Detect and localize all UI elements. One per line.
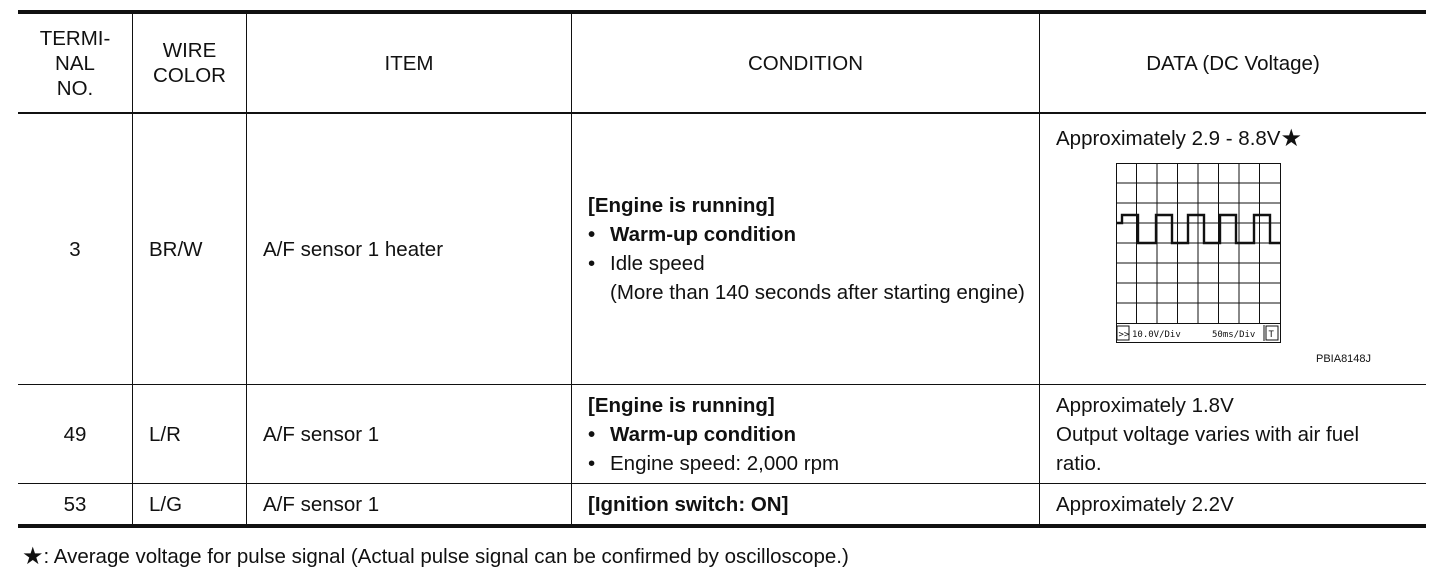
header-condition: CONDITION — [572, 14, 1040, 112]
item-name: A/F sensor 1 — [247, 484, 572, 524]
star-icon: ★ — [1280, 125, 1302, 152]
header-data: DATA (DC Voltage) — [1146, 51, 1320, 75]
condition-bullet: • Warm-up condition — [588, 220, 1039, 249]
table-row — [18, 484, 1426, 524]
data-value: Approximately 2.2V — [1056, 492, 1234, 516]
scope-footer — [1117, 325, 1278, 341]
star-icon: ★ — [22, 543, 44, 570]
condition-bullet: • Idle speed — [588, 249, 1039, 278]
table-header-row — [18, 14, 1426, 114]
data-note: Output voltage varies with air fuel ratio. — [1056, 423, 1360, 475]
data-value: Approximately 2.9 - 8.8V — [1056, 127, 1281, 150]
table-row — [18, 385, 1426, 484]
item-name: A/F sensor 1 heater — [247, 114, 572, 384]
scope-time-div: 50ms/Div — [1212, 330, 1256, 340]
footnote-text: : Average voltage for pulse signal (Actual pulse signal can be confirmed by oscilloscope.) — [43, 545, 849, 568]
condition-bullet: • Warm-up condition — [588, 420, 1039, 449]
scope-marker-left: >> — [1118, 330, 1130, 340]
header-wire-color: WIRE COLOR — [133, 14, 247, 112]
scope-marker-right: T — [1268, 330, 1274, 340]
data-value: Approximately 1.8V — [1056, 394, 1234, 417]
wire-color: L/G — [133, 484, 247, 524]
oscilloscope-trace — [1116, 163, 1281, 343]
oscilloscope-grid — [1116, 163, 1281, 343]
terminal-number: 53 — [18, 484, 133, 524]
terminal-number: 49 — [18, 385, 133, 483]
header-item: ITEM — [247, 14, 572, 112]
figure-code: PBIA8148J — [1316, 353, 1372, 365]
condition-heading: [Engine is running] — [588, 393, 775, 417]
condition-heading: [Ignition switch: ON] — [572, 484, 1040, 524]
wire-color: L/R — [133, 385, 247, 483]
footnote — [22, 542, 849, 572]
condition-bullet: • Engine speed: 2,000 rpm — [588, 449, 1039, 478]
wire-color: BR/W — [133, 114, 247, 384]
condition-cell — [572, 385, 1040, 483]
header-terminal-no: TERMI- NAL NO. — [18, 14, 133, 112]
condition-cell — [572, 114, 1040, 384]
condition-note: (More than 140 seconds after starting engine) — [610, 281, 1025, 304]
data-cell — [1040, 385, 1426, 483]
scope-volt-div: 10.0V/Div — [1132, 330, 1181, 340]
item-name: A/F sensor 1 — [247, 385, 572, 483]
condition-heading: [Engine is running] — [588, 194, 775, 217]
terminal-number: 3 — [18, 114, 133, 384]
